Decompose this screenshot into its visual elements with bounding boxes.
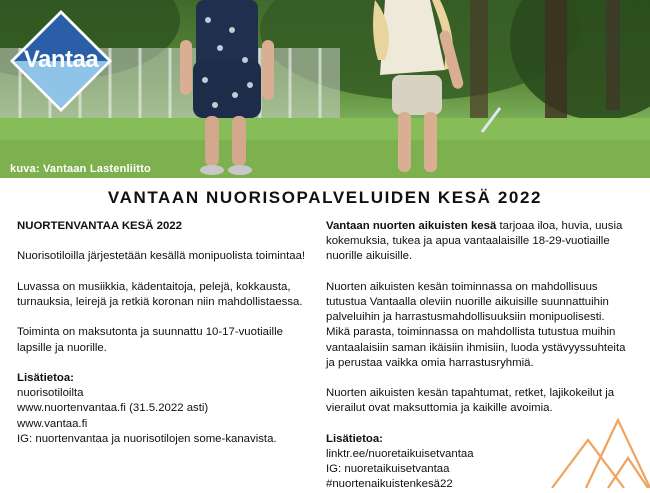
- left-paragraph-1: Nuorisotiloilla järjestetään kesällä monipuolista toimintaa!: [17, 250, 306, 263]
- right-info-hashtag: #nuortenaikuistenkesä22: [326, 478, 453, 491]
- right-info-line: IG: nuoretaikuisetvantaa: [326, 463, 450, 476]
- right-paragraph-1-rest: tarjoaa iloa, huvia, uusia kokemuksia, tukea ja apua vantaalaisille 18-29-vuotiaille nuorille aikuisille.: [326, 220, 623, 263]
- left-info-line: nuorisotiloilta: [17, 387, 84, 400]
- left-paragraph-2: Luvassa on musiikkia, kädentaitoja, pelejä, kokkausta, turnauksia, leirejä ja retkiä koronan niin mahdollistaessa.: [17, 280, 303, 308]
- left-info-line: IG: nuortenvantaa ja nuorisotilojen some-kanavista.: [17, 432, 277, 445]
- peaks-decoration: [548, 418, 650, 488]
- logo-wordmark: Vantaa: [23, 46, 99, 73]
- right-paragraph-1: [326, 219, 631, 265]
- left-info-block: [17, 371, 307, 447]
- right-info-label: Lisätietoa:: [326, 432, 383, 445]
- left-title: NUORTENVANTAA KESÄ 2022: [17, 220, 182, 232]
- page-title: VANTAAN NUORISOPALVELUIDEN KESÄ 2022: [107, 188, 543, 207]
- right-paragraph-1-bold: Vantaan nuorten aikuisten kesä: [326, 220, 497, 232]
- left-info-link[interactable]: www.nuortenvantaa.fi (31.5.2022 asti): [17, 402, 209, 415]
- left-column: [17, 219, 307, 447]
- left-info-label: Lisätietoa:: [17, 371, 74, 384]
- photo-caption: kuva: Vantaan Lastenliitto: [10, 163, 151, 175]
- left-info-link[interactable]: www.vantaa.fi: [17, 417, 88, 430]
- left-paragraph-3: Toiminta on maksutonta ja suunnattu 10-17-vuotiaille lapsille ja nuorille.: [17, 326, 283, 354]
- right-info-link[interactable]: linktr.ee/nuoretaikuisetvantaa: [326, 448, 474, 460]
- right-paragraph-3: Nuorten aikuisten kesän tapahtumat, retket, lajikokeilut ja vierailut ovat maksuttomia ja kaikille avoimia.: [326, 387, 615, 415]
- right-paragraph-2: Nuorten aikuisten kesän toiminnassa on mahdollisuus tutustua Vantaalla oleviin nuorille aikuisille suunnattuihin palveluihin ja harrastusmahdollisuuksiin monipuolisesti. Mikä parasta, toiminnassa on mahdollista tutustua muihin vantaalaisiin saman ikäisiin ihmisiin, luoda ystävyyssuhteita ja perustaa vaikka omia harrastusryhmiä.: [326, 280, 626, 369]
